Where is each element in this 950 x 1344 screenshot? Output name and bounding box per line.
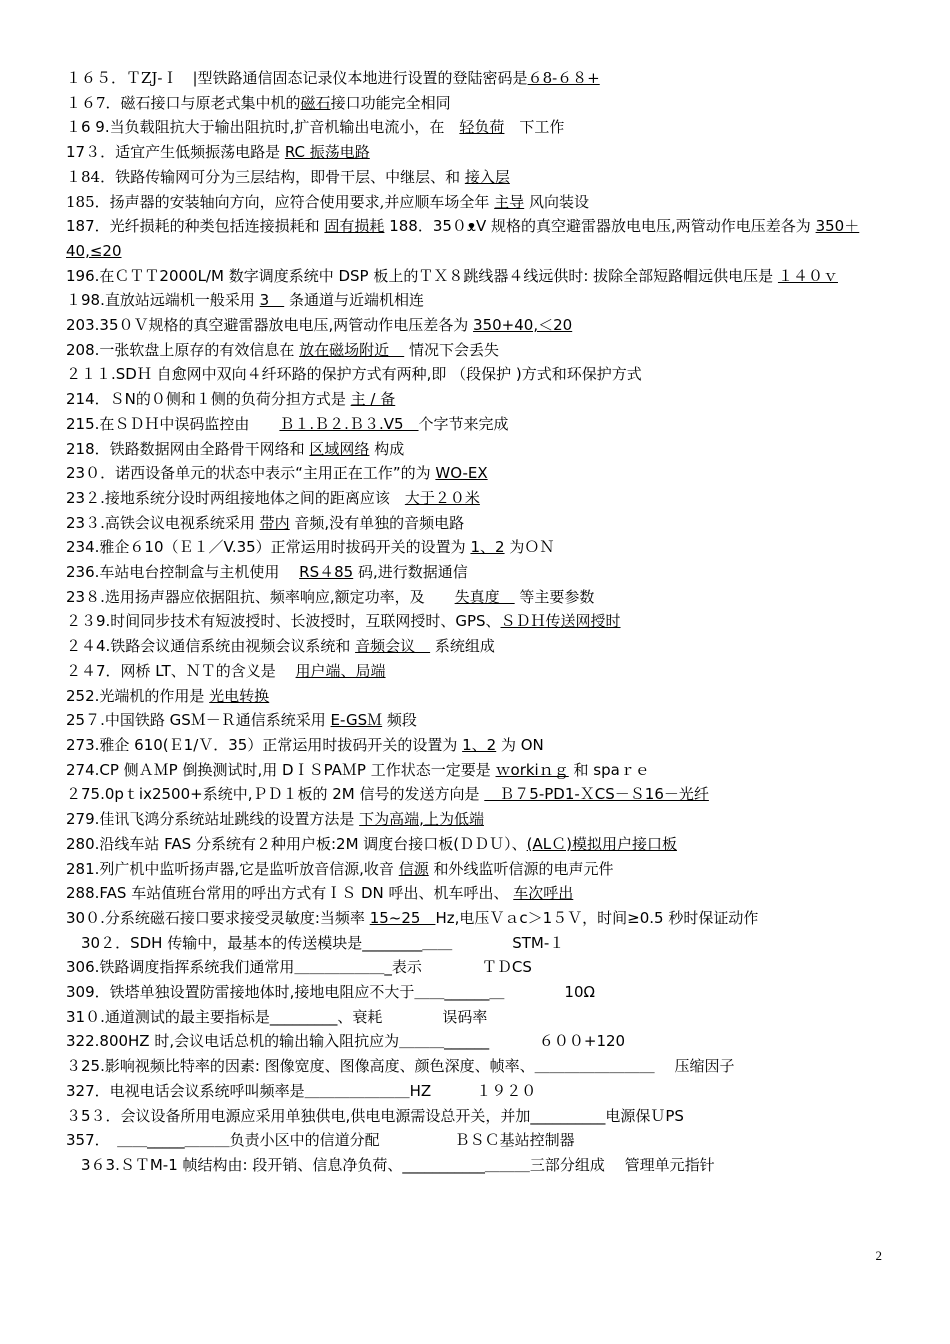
answer-text: 光电转换 bbox=[209, 686, 270, 705]
question-text: 214．ＳN的０侧和１侧的负荷分担方式是 bbox=[66, 390, 351, 409]
question-text: 23３.高铁会议电视系统采用 bbox=[66, 513, 260, 532]
question-text: 31０.通道测试的最主要指标是_________、衰耗 误码率 bbox=[66, 1007, 488, 1026]
answer-text: 带内 bbox=[259, 513, 290, 532]
question-text: 274.CP 侧ＡＭP 倒换测试时,用 DＩＳPAＭP 工作状态一定要是 bbox=[66, 760, 496, 779]
question-text: 196.在ＣＴＴ2000L/M 数字调度系统中 DSP 板上的ＴＸ８跳线器４线远供时: 拔除全部短路帽远供电压是 bbox=[66, 266, 778, 285]
question-line bbox=[66, 881, 896, 906]
question-text: 306.铁路调度指挥系统我们通常用＿＿＿＿＿＿_表示 ＴＤCS bbox=[66, 958, 532, 977]
document-body bbox=[66, 66, 896, 1178]
answer-text: 大于２０米 bbox=[404, 488, 480, 507]
question-line bbox=[66, 1128, 896, 1153]
answer-text: 接入层 bbox=[464, 167, 510, 186]
question-text: 和 spaｒｅ bbox=[568, 760, 650, 779]
question-text: １84．铁路传输网可分为三层结构，即骨干层、中继层、和 bbox=[66, 167, 465, 186]
question-text: ３25.影响视频比特率的因素: 图像宽度、图像高度、颜色深度、帧率、＿＿＿＿＿＿＿＿ 压缩因子 bbox=[66, 1057, 735, 1076]
answer-text: ＳＤＨ传送网授时 bbox=[500, 612, 621, 631]
question-text: 30２．SDH 传输中，最基本的传送模块是________＿＿ STM-１ bbox=[66, 933, 565, 952]
answer-text: (ALＣ)模拟用户接口板 bbox=[526, 834, 677, 853]
question-line bbox=[66, 1153, 896, 1178]
question-line bbox=[66, 807, 896, 832]
question-text: ２75.0pｔix2500+系统中,ＰＤ１板的 2M 信号的发送方向是 bbox=[66, 785, 485, 804]
question-text: 个字节来完成 bbox=[418, 414, 509, 433]
question-line bbox=[66, 437, 896, 462]
question-text: 和外线监听信源的电声元件 bbox=[428, 859, 614, 878]
answer-text: 区域网络 bbox=[309, 439, 370, 458]
question-line bbox=[66, 165, 896, 190]
question-text: ２３9.时间同步技术有短波授时、长波授时，互联网授时、GPS、 bbox=[66, 612, 501, 631]
question-text: 273.雅企 610(Ｅ1/Ｖ．35）正常运用时拔码开关的设置为 bbox=[66, 735, 463, 754]
question-text: Hz,电压Ｖａc＞1５Ｖ，时间≥0.5 秒时保证动作 bbox=[435, 908, 759, 927]
question-line bbox=[66, 214, 896, 263]
question-line bbox=[66, 758, 896, 783]
answer-text: 主 / 备 bbox=[350, 390, 396, 409]
question-text: 322.800HZ 时,会议电话总机的输出输入阻抗应为＿＿＿______ ６００+120 bbox=[66, 1032, 626, 1051]
question-line bbox=[66, 857, 896, 882]
question-text: 下工作 bbox=[504, 118, 565, 137]
answer-text: WO-EX bbox=[435, 464, 488, 483]
question-text: 327．电视电话会议系统呼叫频率是＿＿＿＿＿＿＿HZ １９２０ bbox=[66, 1081, 537, 1100]
question-line bbox=[66, 955, 896, 980]
question-text: 条通道与近端机相连 bbox=[284, 291, 424, 310]
question-text: 风向装设 bbox=[524, 192, 589, 211]
question-text: １６7．磁石接口与原老式集中机的 bbox=[66, 93, 301, 112]
question-line bbox=[66, 140, 896, 165]
question-text: 17３．适宜产生低频振荡电路是 bbox=[66, 143, 285, 162]
question-line bbox=[66, 486, 896, 511]
answer-text: E-GSＭ bbox=[330, 711, 383, 730]
page-number: 2 bbox=[875, 1248, 882, 1263]
question-line bbox=[66, 708, 896, 733]
question-text: 23２.接地系统分设时两组接地体之间的距离应该 bbox=[66, 488, 405, 507]
question-text: 279.佳讯飞鸿分系统站址跳线的设置方法是 bbox=[66, 810, 360, 829]
answer-text: 信源 bbox=[398, 859, 429, 878]
question-text: 281.列广机中监听扬声器,它是监听放音信源,收音 bbox=[66, 859, 399, 878]
question-text: 接口功能完全相同 bbox=[330, 93, 451, 112]
question-line bbox=[66, 461, 896, 486]
answer-text: 下为高端,上为低端 bbox=[359, 810, 484, 829]
question-text: 为ＯＮ bbox=[504, 538, 555, 557]
question-text: 208.一张软盘上原存的有效信息在 bbox=[66, 340, 300, 359]
question-text: 234.雅企６10（Ｅ１／V.35）正常运用时拔码开关的设置为 bbox=[66, 538, 471, 557]
question-text: 30０.分系统磁石接口要求接受灵敏度:当频率 bbox=[66, 908, 370, 927]
question-text: 3６3.ＳＴM-1 帧结构由: 段开销、信息净负荷、___________＿＿＿三部分组成 管理单元指针 bbox=[66, 1155, 715, 1174]
question-text: ３5３．会议设备所用电源应采用单独供电,供电电源需设总开关，并加__________电源保ＵPS bbox=[66, 1106, 684, 1125]
answer-text: 1、2 bbox=[470, 538, 505, 557]
answer-text: 350＋40,≤20 bbox=[66, 217, 860, 260]
answer-text: 音频会议 bbox=[355, 637, 431, 656]
question-line bbox=[66, 980, 896, 1005]
question-line bbox=[66, 1104, 896, 1129]
question-text: 情况下会丢失 bbox=[404, 340, 499, 359]
question-text: 280.沿线车站 FAS 分系统有２种用户板:2M 调度台接口板(ＤＤＵ）、 bbox=[66, 834, 527, 853]
answer-text: ｗorkiｎｇ bbox=[495, 760, 569, 779]
answer-text: Ｂ７5-PD1-ＸCS－Ｓ16－光纤 bbox=[484, 785, 709, 804]
answer-text: Ｂ１.Ｂ２.Ｂ３.V5 bbox=[279, 414, 419, 433]
question-line bbox=[66, 66, 896, 91]
question-text: 音频,没有单独的音频电路 bbox=[289, 513, 465, 532]
question-text: 309．铁塔单独设置防雷接地体时,接地电阻应不大于＿＿______＿ 10Ω bbox=[66, 983, 595, 1002]
answer-text: 固有损耗 bbox=[324, 217, 385, 236]
question-text: 215.在ＳＤＨ中误码监控由 bbox=[66, 414, 280, 433]
question-text: 构成 bbox=[369, 439, 405, 458]
question-line bbox=[66, 585, 896, 610]
question-line bbox=[66, 362, 896, 387]
question-text: １６５．ＴZJ-Ｉ |型铁路通信固态记录仪本地进行设置的登陆密码是 bbox=[66, 69, 528, 87]
question-line bbox=[66, 931, 896, 956]
question-text: 188．35０ᴥV 规格的真空避雷器放电电压,两管动作电压差各为 bbox=[384, 217, 816, 236]
question-line bbox=[66, 560, 896, 585]
question-text: ２４4.铁路会议通信系统由视频会议系统和 bbox=[66, 637, 356, 656]
answer-text: 失真度 bbox=[454, 587, 515, 606]
answer-text: 放在磁场附近 bbox=[299, 340, 405, 359]
question-text: 23８.选用扬声器应依据阻抗、频率响应,额定功率，及 bbox=[66, 587, 455, 606]
question-line bbox=[66, 733, 896, 758]
question-text: 为 ON bbox=[496, 735, 544, 754]
question-line bbox=[66, 782, 896, 807]
question-line bbox=[66, 535, 896, 560]
answer-text: 磁石 bbox=[300, 93, 331, 112]
question-line bbox=[66, 906, 896, 931]
question-text: １98.直放站远端机一般采用 bbox=[66, 291, 260, 310]
question-line bbox=[66, 684, 896, 709]
answer-text: 3 bbox=[259, 291, 285, 310]
question-text: 203.35０Ｖ规格的真空避雷器放电电压,两管动作电压差各为 bbox=[66, 316, 474, 335]
answer-text: 15~25 bbox=[369, 908, 436, 927]
question-text: 频段 bbox=[382, 711, 417, 730]
question-text: 357． ＿＿_____＿＿＿负责小区中的信道分配 ＢＳＣ基站控制器 bbox=[66, 1131, 575, 1150]
question-text: 系统组成 bbox=[430, 637, 495, 656]
question-line bbox=[66, 609, 896, 634]
question-text: 185．扬声器的安装轴向方向，应符合使用要求,并应顺车场全年 bbox=[66, 192, 495, 211]
question-line bbox=[66, 115, 896, 140]
answer-text: RS４85 bbox=[299, 563, 354, 582]
question-line bbox=[66, 634, 896, 659]
question-line bbox=[66, 338, 896, 363]
question-text: 252.光端机的作用是 bbox=[66, 686, 210, 705]
question-line bbox=[66, 511, 896, 536]
answer-text: RC 振荡电路 bbox=[284, 143, 370, 162]
question-line bbox=[66, 313, 896, 338]
answer-text: １４０ｖ bbox=[777, 266, 838, 285]
question-text: ２１１.SDＨ 自愈网中双向４纤环路的保护方式有两种,即 （段保护 )方式和环保护方式 bbox=[66, 365, 642, 384]
question-line bbox=[66, 659, 896, 684]
question-text: 等主要参数 bbox=[514, 587, 595, 606]
question-text: 25７.中国铁路 GSＭ－Ｒ通信系统采用 bbox=[66, 711, 331, 730]
question-line bbox=[66, 1029, 896, 1054]
question-line bbox=[66, 190, 896, 215]
question-line bbox=[66, 1054, 896, 1079]
question-text: ２４7．网桥 LT、ＮＴ的含义是 bbox=[66, 661, 296, 680]
answer-text: 轻负荷 bbox=[459, 118, 505, 137]
answer-text: ６8-６８+ bbox=[527, 69, 600, 87]
answer-text: 主导 bbox=[494, 192, 525, 211]
answer-text: 1、2 bbox=[462, 735, 497, 754]
question-text: 236.车站电台控制盒与主机使用 bbox=[66, 563, 300, 582]
question-line bbox=[66, 832, 896, 857]
question-line bbox=[66, 91, 896, 116]
question-line bbox=[66, 412, 896, 437]
question-text: 23０．诺西设备单元的状态中表示“主用正在工作”的为 bbox=[66, 464, 436, 483]
question-line bbox=[66, 1079, 896, 1104]
question-line bbox=[66, 387, 896, 412]
answer-text: 用户端、局端 bbox=[295, 661, 386, 680]
question-line bbox=[66, 288, 896, 313]
question-text: 187．光纤损耗的种类包括连接损耗和 bbox=[66, 217, 325, 236]
question-text: 码,进行数据通信 bbox=[353, 563, 468, 582]
question-line bbox=[66, 264, 896, 289]
question-text: １6 9.当负载阻抗大于输出阻抗时,扩音机输出电流小，在 bbox=[66, 118, 460, 137]
answer-text: 车次呼出 bbox=[513, 884, 574, 903]
answer-text: 350+40,＜20 bbox=[473, 316, 573, 335]
question-text: 218．铁路数据网由全路骨干网络和 bbox=[66, 439, 310, 458]
question-line bbox=[66, 1005, 896, 1030]
question-text: 288.FAS 车站值班台常用的呼出方式有ＩＳ DN 呼出、机车呼出、 bbox=[66, 884, 514, 903]
